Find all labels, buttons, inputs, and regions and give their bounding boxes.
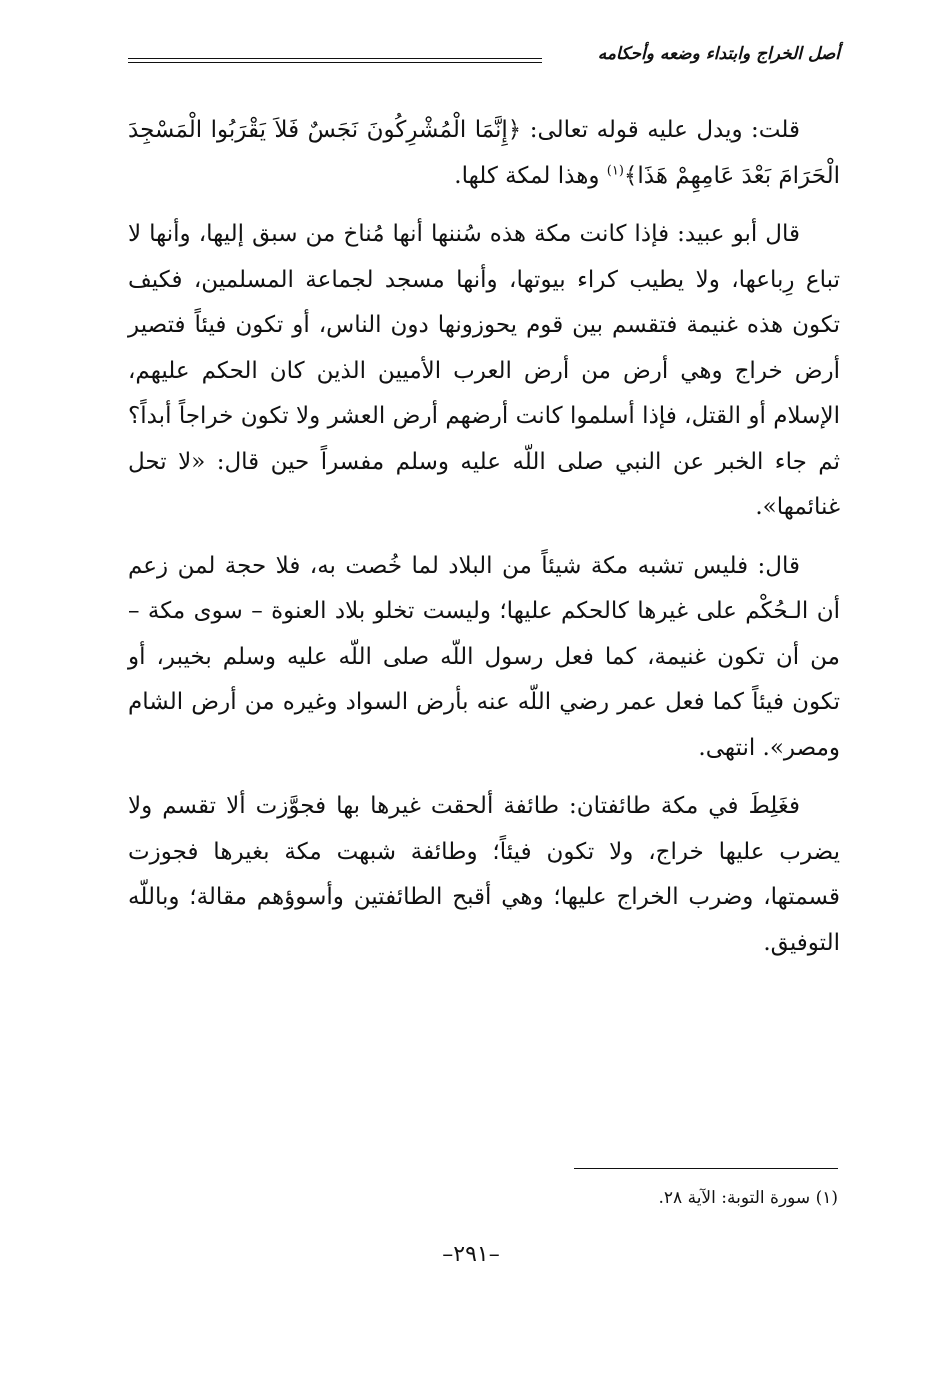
header-title: أصل الخراج وابتداء وضعه وأحكامه bbox=[597, 44, 840, 64]
paragraph-2: قال أبو عبيد: فإذا كانت مكة هذه سُننها أنها مُناخ من سبق إليها، وأنها لا تباع رِباعها، ولا يطيب كراء بيوتها، وأنها مسجد لجماعة المسلمين، فكيف تكون هذه غنيمة فتقسم بين قوم يحوزونها دون الناس، أو تكون فيئاً فتصير أرض خراج وهي أرض من أرض العرب الأميين الذين كان الحكم عليهم، الإسلام أو القتل، فإذا أسلموا كانت أرضهم أرض العشر ولا تكون خراجاً أبداً؟ ثم جاء الخبر عن النبي صلى اللّه عليه وسلم مفسراً حين قال: «لا تحل غنائمها». bbox=[128, 221, 840, 520]
header-rule bbox=[128, 58, 542, 63]
main-text bbox=[128, 108, 840, 979]
paragraph-4: فغَلِطَ في مكة طائفتان: طائفة ألحقت غيرها بها فجوَّزت ألا تقسم ولا يضرب عليها خراج، ولا تكون فيئاً؛ وطائفة شبهت مكة بغيرها فجوزت قسمتها، وضرب الخراج عليها؛ وهي أقبح الطائفتين وأسوؤهم مقالة؛ وباللّه التوفيق. bbox=[128, 793, 840, 956]
footnote-marker[interactable]: (١) bbox=[606, 162, 624, 178]
footnote: (١) سورة التوبة: الآية ٢٨. bbox=[658, 1188, 838, 1208]
paragraph-1-text: قلت: ويدل عليه قوله تعالى: ﴿إِنَّمَا الْمُشْرِكُونَ نَجَسٌ فَلاَ يَقْرَبُوا الْمَسْجِدَ الْحَرَامَ بَعْدَ عَامِهِمْ هَذَا﴾ bbox=[128, 117, 840, 189]
running-header bbox=[128, 40, 840, 76]
footnote-rule bbox=[574, 1168, 838, 1169]
paragraph-1-text-after: وهذا لمكة كلها. bbox=[454, 162, 607, 189]
page-number: –٢٩١– bbox=[442, 1242, 500, 1267]
paragraph-1 bbox=[128, 108, 840, 199]
paragraph-3: قال: فليس تشبه مكة شيئاً من البلاد لما خُصت به، فلا حجة لمن زعم أن الـحُكْم على غيرها كالحكم عليها؛ وليست تخلو بلاد العنوة – سوى مكة – من أن تكون غنيمة، كما فعل رسول اللّه صلى اللّه عليه وسلم بخيبر، أو تكون فيئاً كما فعل عمر رضي اللّه عنه بأرض السواد وغيره من أرض الشام ومصر». انتهى. bbox=[128, 552, 840, 761]
